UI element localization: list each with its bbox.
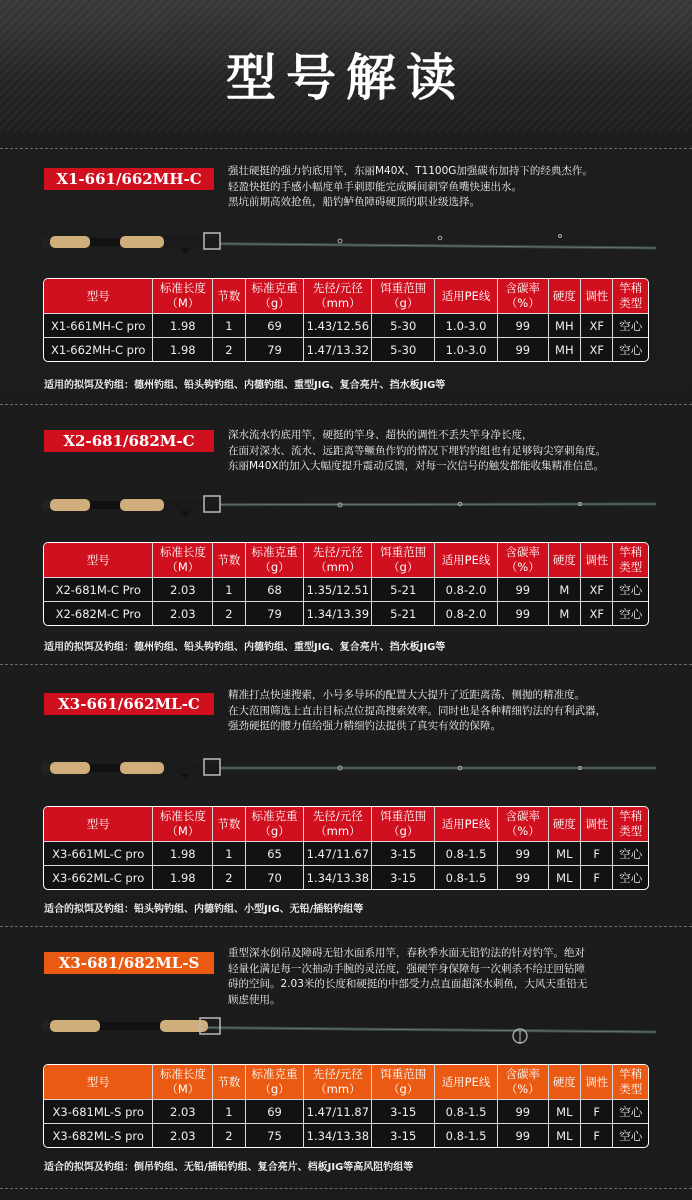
description-line: 碍的空间。2.03米的长度和硬挺的中部受力点直面超深水刺鱼，大风天重铅无 — [228, 978, 588, 990]
col-header: 标准克重 （g） — [246, 807, 305, 842]
table-row: X3-662ML-C pro 1.98 2 70 1.34/13.38 3-15 0.8-1.5 99 ML F 空心 — [44, 866, 648, 889]
table-header-row — [44, 807, 648, 842]
col-header: 竿稍 类型 — [613, 279, 648, 314]
spec-table — [43, 278, 649, 362]
col-header: 饵重范围 （g） — [372, 543, 435, 578]
casting-rod-icon — [40, 230, 660, 254]
col-header: 硬度 — [549, 1065, 581, 1100]
col-header: 调性 — [581, 1065, 613, 1100]
col-header: 含碳率 （%） — [498, 807, 549, 842]
col-header: 硬度 — [549, 279, 581, 314]
col-header: 硬度 — [549, 807, 581, 842]
suitable-rigs: 适合的拟饵及钓组：倒吊钓组、无铅/插铅钓组、复合亮片、档板JIG等高风阻钓组等 — [44, 1162, 414, 1173]
col-header: 型号 — [44, 279, 153, 314]
col-header: 型号 — [44, 1065, 153, 1100]
casting-rod-icon — [40, 756, 660, 780]
description-line: 黑坑前期高效抢鱼，船钓鲈鱼障碍硬顶的职业级选择。 — [228, 196, 480, 208]
description-line: 精准打点快速搜索，小号多导环的配置大大提升了近距离荡、侧抛的精准度。 — [228, 689, 585, 701]
col-header: 竿稍 类型 — [613, 807, 648, 842]
section-divider — [0, 926, 692, 927]
suitable-rigs: 适合的拟饵及钓组：铅头钩钓组、内德钓组、小型JIG、无铅/插铅钓组等 — [44, 904, 364, 915]
col-header: 适用PE线 — [435, 279, 498, 314]
casting-rod-icon — [40, 494, 660, 518]
col-header: 适用PE线 — [435, 807, 498, 842]
table-row: X3-661ML-C pro 1.98 1 65 1.47/11.67 3-15 0.8-1.5 99 ML F 空心 — [44, 842, 648, 866]
col-header: 饵重范围 （g） — [372, 807, 435, 842]
col-header: 先径/元径 （mm） — [304, 1065, 372, 1100]
table-header-row — [44, 1065, 648, 1100]
table-header-row — [44, 543, 648, 578]
model-badge: X3-661/662ML-C — [44, 693, 214, 715]
hero-banner — [0, 0, 692, 132]
col-header: 含碳率 （%） — [498, 543, 549, 578]
description-line: 顾虑使用。 — [228, 993, 281, 1006]
col-header: 竿稍 类型 — [613, 1065, 648, 1100]
col-header: 调性 — [581, 543, 613, 578]
col-header: 节数 — [213, 807, 245, 842]
col-header: 硬度 — [549, 543, 581, 578]
col-header: 调性 — [581, 279, 613, 314]
spec-table — [43, 806, 649, 890]
description-line: 在大范围筛选上直击目标点位提高搜索效率。同时也是各种精细钓法的有利武器， — [228, 704, 606, 717]
col-header: 标准长度 （M） — [153, 807, 213, 842]
col-header: 标准长度 （M） — [153, 1065, 213, 1100]
model-description — [228, 428, 668, 475]
section-divider — [0, 1188, 692, 1189]
suitable-rigs: 适用的拟饵及钓组：德州钓组、铅头钩钓组、内德钓组、重型JIG、复合亮片、挡水板JIG等 — [44, 380, 446, 391]
spinning-rod-icon — [40, 1014, 660, 1052]
col-header: 标准克重 （g） — [246, 279, 305, 314]
col-header: 竿稍 类型 — [613, 543, 648, 578]
description-line: 强壮硬挺的强力钓底用竿，东丽M40X、T1100G加强碳布加持下的经典杰作。 — [228, 165, 593, 177]
col-header: 先径/元径 （mm） — [304, 543, 372, 578]
col-header: 饵重范围 （g） — [372, 1065, 435, 1100]
model-description — [228, 946, 668, 1008]
model-badge: X2-681/682M-C — [44, 430, 214, 452]
section-divider — [0, 148, 692, 149]
section-divider — [0, 404, 692, 405]
col-header: 含碳率 （%） — [498, 279, 549, 314]
col-header: 标准长度 （M） — [153, 543, 213, 578]
col-header: 型号 — [44, 543, 153, 578]
col-header: 适用PE线 — [435, 1065, 498, 1100]
description-line: 轻盈快挺的手感小幅度单手刺即能完成瞬间刺穿鱼嘴快速出水。 — [228, 180, 522, 193]
table-row: X1-662MH-C pro 1.98 2 79 1.47/13.32 5-30 1.0-3.0 99 MH XF 空心 — [44, 338, 648, 361]
col-header: 节数 — [213, 279, 245, 314]
table-row: X2-682M-C Pro 2.03 2 79 1.34/13.39 5-21 0.8-2.0 99 M XF 空心 — [44, 602, 648, 625]
col-header: 饵重范围 （g） — [372, 279, 435, 314]
col-header: 节数 — [213, 543, 245, 578]
spec-table — [43, 1064, 649, 1148]
suitable-rigs: 适用的拟饵及钓组：德州钓组、铅头钩钓组、内德钓组、重型JIG、复合亮片、挡水板JIG等 — [44, 642, 446, 653]
table-header-row — [44, 279, 648, 314]
col-header: 节数 — [213, 1065, 245, 1100]
description-line: 强劲硬挺的腰力值给强力精细钓法提供了真实有效的保障。 — [228, 720, 501, 732]
model-description — [228, 164, 668, 211]
table-row: X2-681M-C Pro 2.03 1 68 1.35/12.51 5-21 0.8-2.0 99 M XF 空心 — [44, 578, 648, 602]
col-header: 标准克重 （g） — [246, 1065, 305, 1100]
col-header: 标准长度 （M） — [153, 279, 213, 314]
spec-table — [43, 542, 649, 626]
page-title: 型号解读 — [226, 49, 466, 107]
description-line: 轻量化满足每一次抽动手腕的灵活度，强硬竿身保障每一次刺杀不给迂回钻障 — [228, 962, 585, 975]
col-header: 先径/元径 （mm） — [304, 279, 372, 314]
col-header: 调性 — [581, 807, 613, 842]
col-header: 标准克重 （g） — [246, 543, 305, 578]
table-row: X1-661MH-C pro 1.98 1 69 1.43/12.56 5-30 1.0-3.0 99 MH XF 空心 — [44, 314, 648, 338]
col-header: 型号 — [44, 807, 153, 842]
model-badge: X3-681/682ML-S — [44, 952, 214, 974]
table-row: X3-681ML-S pro 2.03 1 69 1.47/11.87 3-15 0.8-1.5 99 ML F 空心 — [44, 1100, 648, 1124]
description-line: 在面对深水、流水、远距离等鳜鱼作钓的情况下埋钓钓组也有足够钩尖穿刺角度。 — [228, 444, 606, 457]
col-header: 先径/元径 （mm） — [304, 807, 372, 842]
col-header: 适用PE线 — [435, 543, 498, 578]
model-description — [228, 688, 668, 735]
section-divider — [0, 664, 692, 665]
description-line: 深水流水钓底用竿，硬挺的竿身、超快的调性不丢失竿身净长度， — [228, 429, 533, 441]
model-badge: X1-661/662MH-C — [44, 168, 214, 190]
table-row: X3-682ML-S pro 2.03 2 75 1.34/13.38 3-15 0.8-1.5 99 ML F 空心 — [44, 1124, 648, 1147]
description-line: 重型深水倒吊及障碍无铅水面系用竿，春秋季水面无铅钓法的针对钓竿。绝对 — [228, 947, 585, 959]
col-header: 含碳率 （%） — [498, 1065, 549, 1100]
description-line: 东丽M40X的加入大幅度提升震动反馈，对每一次信号的触发都能收集精准信息。 — [228, 460, 605, 472]
